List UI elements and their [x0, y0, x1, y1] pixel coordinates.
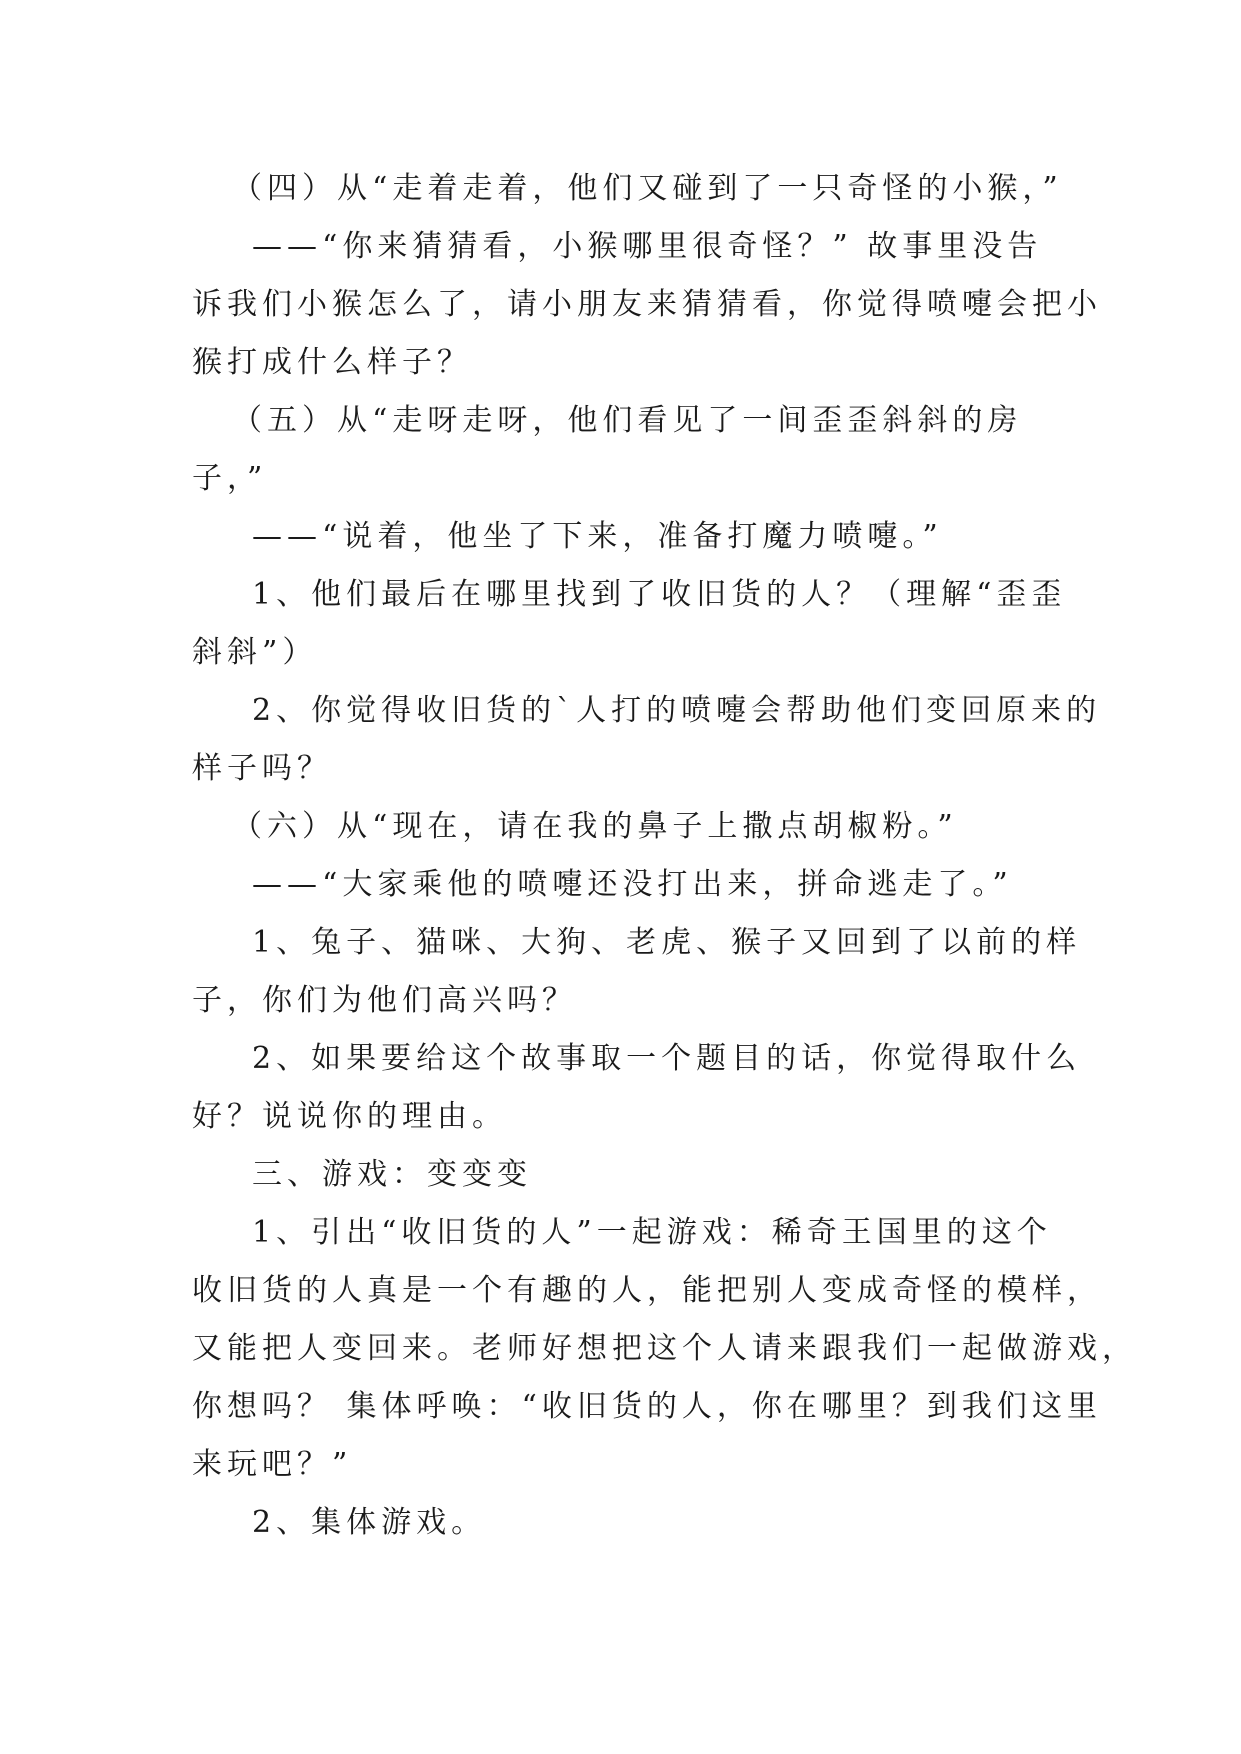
section-5-question-2-cont: 样子吗？: [192, 751, 332, 786]
section-5-question-1-cont: 斜斜”）: [192, 635, 318, 670]
game-step-2: 2、集体游戏。: [252, 1505, 487, 1540]
section-5-question-2: 2、你觉得收旧货的`人打的喷嚏会帮助他们变回原来的: [252, 693, 1102, 728]
game-step-1-cont: 收旧货的人真是一个有趣的人，能把别人变成奇怪的模样，: [192, 1273, 1102, 1308]
section-5-heading: （五）从“走呀走呀，他们看见了一间歪歪斜斜的房: [232, 403, 1023, 438]
section-5-quote: ——“说着，他坐了下来，准备打魔力喷嚏。”: [252, 519, 943, 554]
section-4-text-line: 诉我们小猴怎么了，请小朋友来猜猜看，你觉得喷嚏会把小: [192, 287, 1102, 322]
section-6-question-2-cont: 好？说说你的理由。: [192, 1099, 507, 1134]
section-6-heading: （六）从“现在，请在我的鼻子上撒点胡椒粉。”: [232, 809, 958, 844]
section-6-question-2: 2、如果要给这个故事取一个题目的话，你觉得取什么: [252, 1041, 1082, 1076]
section-4-text-line: 猴打成什么样子？: [192, 345, 472, 380]
section-4-quote: ——“你来猜猜看，小猴哪里很奇怪？” 故事里没告: [252, 229, 1043, 264]
section-5-question-1: 1、他们最后在哪里找到了收旧货的人？（理解“歪歪: [252, 577, 1067, 612]
section-5-heading-cont: 子，”: [192, 461, 268, 496]
part-3-heading: 三、游戏：变变变: [252, 1157, 532, 1192]
section-6-question-1-cont: 子，你们为他们高兴吗？: [192, 983, 577, 1018]
game-step-1: 1、引出“收旧货的人”一起游戏：稀奇王国里的这个: [252, 1215, 1052, 1250]
game-step-1-cont: 又能把人变回来。老师好想把这个人请来跟我们一起做游戏，: [192, 1331, 1137, 1366]
game-step-1-cont: 你想吗？ 集体呼唤：“收旧货的人，你在哪里？到我们这里: [192, 1389, 1102, 1424]
section-4-heading: （四）从“走着走着，他们又碰到了一只奇怪的小猴，”: [232, 171, 1063, 206]
section-6-quote: ——“大家乘他的喷嚏还没打出来，拼命逃走了。”: [252, 867, 1013, 902]
game-step-1-cont: 来玩吧？”: [192, 1447, 353, 1482]
document-page: [192, 160, 1137, 1552]
section-6-question-1: 1、兔子、猫咪、大狗、老虎、猴子又回到了以前的样: [252, 925, 1082, 960]
